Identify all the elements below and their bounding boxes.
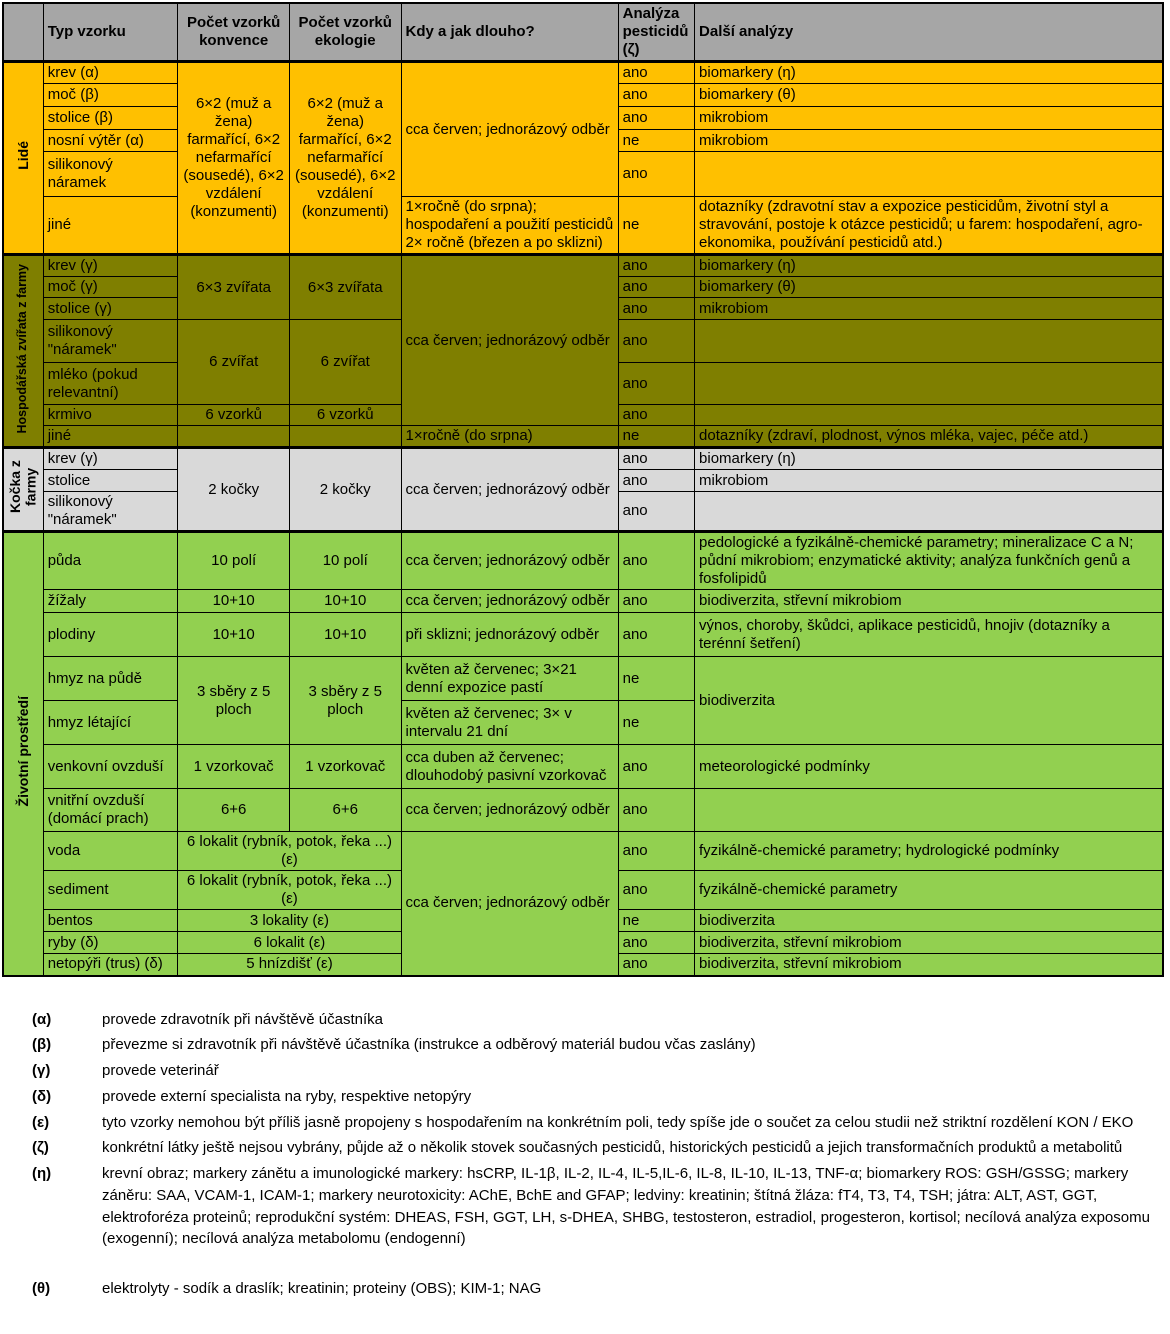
cell-pesticide-analysis: ano	[618, 448, 694, 470]
table-row	[3, 613, 1163, 657]
header-sample-type: Typ vzorku	[43, 3, 178, 62]
cell-count-organic: 6 vzorků	[289, 405, 401, 426]
header-corner	[3, 3, 43, 62]
cell-count-merged: 5 hnízdišť (ε)	[178, 954, 401, 976]
cell-sample-type: netopýři (trus) (δ)	[43, 954, 178, 976]
cell-sample-type: bentos	[43, 910, 178, 932]
cell-pesticide-analysis: ano	[618, 405, 694, 426]
cell-sample-type: silikonový náramek	[43, 152, 178, 197]
cell-other-analyses: mikrobiom	[695, 298, 1163, 320]
table-row	[3, 657, 1163, 701]
cell-other-analyses: dotazníky (zdraví, plodnost, výnos mléka, vajec, péče atd.)	[695, 426, 1163, 448]
footnote-text: převezme si zdravotník při návštěvě účastníka (instrukce a odběrový materiál budou včas zaslány)	[102, 1036, 756, 1054]
header-pesticide-analysis: Analýza pesticidů (ζ)	[618, 3, 694, 62]
cell-count-conventional: 6+6	[178, 789, 290, 832]
cell-pesticide-analysis: ne	[618, 657, 694, 701]
table-row	[3, 532, 1163, 590]
cell-count-organic: 6×3 zvířata	[289, 255, 401, 320]
cell-other-analyses: fyzikálně-chemické parametry	[695, 871, 1163, 910]
cell-other-analyses: dotazníky (zdravotní stav a expozice pesticidům, životní styl a stravování, postoje k otázce pesticidů; u farem: hospodaření, agro-ekonomika, používání pesticidů atd.)	[695, 197, 1163, 255]
cell-pesticide-analysis: ne	[618, 197, 694, 255]
cell-when: 1×ročně (do srpna); hospodaření a použití pesticidů 2× ročně (březen a po sklizni)	[401, 197, 618, 255]
cell-count-conventional: 10+10	[178, 613, 290, 657]
cell-pesticide-analysis: ano	[618, 320, 694, 363]
table-row	[3, 789, 1163, 832]
group-label-hospodarska-zvirata: Hospodářská zvířata z farmy	[3, 255, 43, 448]
cell-other-analyses: mikrobiom	[695, 470, 1163, 492]
cell-count-conventional: 6×2 (muž a žena) farmařící, 6×2 nefarmařící (sousedé), 6×2 vzdálení (konzumenti)	[178, 62, 290, 255]
table-row	[3, 745, 1163, 789]
footnote-symbol: (γ)	[32, 1062, 51, 1079]
cell-sample-type: krev (α)	[43, 62, 178, 84]
table-row	[3, 62, 1163, 84]
cell-pesticide-analysis: ne	[618, 701, 694, 745]
cell-count-organic: 10+10	[289, 590, 401, 613]
cell-sample-type: jiné	[43, 197, 178, 255]
table-row	[3, 832, 1163, 871]
cell-pesticide-analysis: ano	[618, 789, 694, 832]
cell-count-conventional: 1 vzorkovač	[178, 745, 290, 789]
cell-pesticide-analysis: ano	[618, 255, 694, 277]
cell-when: květen až červenec; 3×21 denní expozice pastí	[401, 657, 618, 701]
cell-count-organic: 6+6	[289, 789, 401, 832]
cell-pesticide-analysis: ne	[618, 130, 694, 152]
cell-pesticide-analysis: ano	[618, 492, 694, 532]
table-row	[3, 448, 1163, 470]
cell-pesticide-analysis: ano	[618, 590, 694, 613]
cell-sample-type: plodiny	[43, 613, 178, 657]
cell-sample-type: jiné	[43, 426, 178, 448]
cell-count-merged: 6 lokalit (rybník, potok, řeka ...) (ε)	[178, 871, 401, 910]
table-row	[3, 197, 1163, 255]
cell-pesticide-analysis: ano	[618, 298, 694, 320]
cell-count-conventional: 6 vzorků	[178, 405, 290, 426]
cell-other-analyses: meteorologické podmínky	[695, 745, 1163, 789]
cell-other-analyses: biodiverzita, střevní mikrobiom	[695, 954, 1163, 976]
cell-pesticide-analysis: ano	[618, 932, 694, 954]
footnote-symbol: (θ)	[32, 1280, 51, 1297]
cell-count-conventional: 3 sběry z 5 ploch	[178, 657, 290, 745]
cell-sample-type: venkovní ovzduší	[43, 745, 178, 789]
cell-sample-type: sediment	[43, 871, 178, 910]
cell-count-conventional: 10 polí	[178, 532, 290, 590]
footnote-symbol: (β)	[32, 1036, 52, 1054]
cell-sample-type: půda	[43, 532, 178, 590]
cell-pesticide-analysis: ano	[618, 84, 694, 107]
cell-pesticide-analysis: ano	[618, 107, 694, 130]
cell-other-analyses: biomarkery (η)	[695, 62, 1163, 84]
footnote-zeta	[2, 1137, 1168, 1159]
footnote-symbol: (α)	[32, 1010, 52, 1028]
cell-count-organic	[289, 426, 401, 448]
cell-count-organic: 1 vzorkovač	[289, 745, 401, 789]
footnote-text: provede veterinář	[102, 1062, 219, 1079]
cell-count-conventional: 2 kočky	[178, 448, 290, 532]
footnote-beta	[2, 1034, 1168, 1056]
cell-sample-type: voda	[43, 832, 178, 871]
cell-sample-type: mléko (pokud relevantní)	[43, 363, 178, 405]
footnote-symbol: (δ)	[32, 1087, 52, 1105]
cell-pesticide-analysis: ano	[618, 152, 694, 197]
cell-sample-type: nosní výtěr (α)	[43, 130, 178, 152]
cell-count-merged: 6 lokalit (rybník, potok, řeka ...) (ε)	[178, 832, 401, 871]
footnote-text: provede zdravotník při návštěvě účastníka	[102, 1010, 383, 1028]
table-row	[3, 590, 1163, 613]
cell-count-organic: 10 polí	[289, 532, 401, 590]
cell-other-analyses: pedologické a fyzikálně-chemické parametry; mineralizace C a N; půdní mikrobiom; enzymatické aktivity; analýza funkčních genů a fosfolipidů	[695, 532, 1163, 590]
table-header-row	[3, 3, 1163, 62]
cell-other-analyses: biomarkery (θ)	[695, 277, 1163, 298]
cell-sample-type: stolice (γ)	[43, 298, 178, 320]
footnote-delta	[2, 1086, 1168, 1108]
footnote-text: provede externí specialista na ryby, respektive netopýry	[102, 1087, 472, 1105]
cell-count-conventional	[178, 426, 290, 448]
cell-other-analyses: výnos, choroby, škůdci, aplikace pesticidů, hnojiv (dotazníky a terénní šetření)	[695, 613, 1163, 657]
cell-other-analyses: biomarkery (θ)	[695, 84, 1163, 107]
cell-count-conventional: 6 zvířat	[178, 320, 290, 405]
footnote-symbol: (ε)	[32, 1113, 50, 1131]
cell-count-merged: 3 lokality (ε)	[178, 910, 401, 932]
cell-other-analyses	[695, 492, 1163, 532]
cell-pesticide-analysis: ano	[618, 871, 694, 910]
cell-when: 1×ročně (do srpna)	[401, 426, 618, 448]
cell-pesticide-analysis: ano	[618, 745, 694, 789]
footnote-alpha	[2, 1009, 1168, 1031]
cell-other-analyses: biodiverzita, střevní mikrobiom	[695, 932, 1163, 954]
cell-when: cca červen; jednorázový odběr	[401, 448, 618, 532]
cell-when: při sklizni; jednorázový odběr	[401, 613, 618, 657]
cell-pesticide-analysis: ne	[618, 910, 694, 932]
cell-when: cca červen; jednorázový odběr	[401, 62, 618, 197]
footnote-text: konkrétní látky ještě nejsou vybrány, půjde až o několik stovek současných pesticidů, historických pesticidů a jejich transformačních produktů a metabolitů	[102, 1139, 1123, 1157]
cell-pesticide-analysis: ano	[618, 532, 694, 590]
cell-pesticide-analysis: ano	[618, 363, 694, 405]
cell-other-analyses: biomarkery (η)	[695, 448, 1163, 470]
cell-sample-type: ryby (δ)	[43, 932, 178, 954]
cell-count-organic: 10+10	[289, 613, 401, 657]
group-label-kocka: Kočka z farmy	[3, 448, 43, 532]
footnotes	[2, 1009, 1168, 1334]
header-count-conventional: Počet vzorků konvence	[178, 3, 290, 62]
cell-pesticide-analysis: ano	[618, 277, 694, 298]
cell-other-analyses	[695, 363, 1163, 405]
cell-count-organic: 3 sběry z 5 ploch	[289, 657, 401, 745]
cell-pesticide-analysis: ne	[618, 426, 694, 448]
cell-sample-type: hmyz létající	[43, 701, 178, 745]
cell-pesticide-analysis: ano	[618, 954, 694, 976]
cell-sample-type: moč (γ)	[43, 277, 178, 298]
sampling-plan-table	[2, 2, 1164, 977]
footnote-symbol: (η)	[32, 1165, 52, 1182]
cell-count-conventional: 10+10	[178, 590, 290, 613]
cell-other-analyses: fyzikálně-chemické parametry; hydrologické podmínky	[695, 832, 1163, 871]
cell-pesticide-analysis: ano	[618, 470, 694, 492]
cell-other-analyses: biodiverzita, střevní mikrobiom	[695, 590, 1163, 613]
cell-when: cca červen; jednorázový odběr	[401, 532, 618, 590]
cell-other-analyses: biodiverzita	[695, 657, 1163, 745]
header-count-organic: Počet vzorků ekologie	[289, 3, 401, 62]
cell-count-organic: 6 zvířat	[289, 320, 401, 405]
footnote-epsilon	[2, 1112, 1168, 1134]
group-label-lide: Lidé	[3, 62, 43, 255]
footnote-text: krevní obraz; markery zánětu a imunologické markery: hsCRP, IL-1β, IL-2, IL-4, IL-5,IL-6, IL-8, IL-10, IL-13, TNF-α; biomarkery ROS: GSH/GSSG; markery záněru: SAA, VCAM-1, ICAM-1; markery neurotoxicity: AChE, BchE and GFAP; ledviny: kreatinin; štítná žláza: fT4, T3, T4, TSH; játra: ALT, AST, GGT, elektroforéza proteinů; reprodukční systém: DHEAS, FSH, GGT, LH, s-DHEA, SHBG, testosteron, estradiol, progesteron, kortisol; necílová analýza exposomu (exogenní); necílová analýza metabolomu (endogenní)	[102, 1165, 1150, 1248]
cell-when: cca červen; jednorázový odběr	[401, 590, 618, 613]
cell-sample-type: hmyz na půdě	[43, 657, 178, 701]
cell-when: cca červen; jednorázový odběr	[401, 789, 618, 832]
cell-sample-type: stolice (β)	[43, 107, 178, 130]
cell-other-analyses: mikrobiom	[695, 130, 1163, 152]
footnote-theta	[2, 1278, 1168, 1300]
footnote-text: elektrolyty - sodík a draslík; kreatinin; proteiny (OBS); KIM-1; NAG	[102, 1280, 542, 1297]
cell-when: cca červen; jednorázový odběr	[401, 255, 618, 426]
header-other-analyses: Další analýzy	[695, 3, 1163, 62]
footnote-eta	[2, 1163, 1168, 1250]
cell-pesticide-analysis: ano	[618, 613, 694, 657]
cell-other-analyses: mikrobiom	[695, 107, 1163, 130]
cell-count-organic: 2 kočky	[289, 448, 401, 532]
cell-sample-type: silikonový "náramek"	[43, 492, 178, 532]
cell-sample-type: silikonový "náramek"	[43, 320, 178, 363]
cell-sample-type: krev (γ)	[43, 255, 178, 277]
cell-pesticide-analysis: ano	[618, 62, 694, 84]
cell-when: květen až červenec; 3× v intervalu 21 dní	[401, 701, 618, 745]
group-label-zivotni-prostredi: Životní prostředí	[3, 532, 43, 976]
cell-other-analyses	[695, 320, 1163, 363]
cell-count-organic: 6×2 (muž a žena) farmařící, 6×2 nefarmařící (sousedé), 6×2 vzdálení (konzumenti)	[289, 62, 401, 255]
cell-sample-type: vnitřní ovzduší (domácí prach)	[43, 789, 178, 832]
footnote-symbol: (ζ)	[32, 1139, 49, 1157]
cell-other-analyses	[695, 789, 1163, 832]
cell-sample-type: stolice	[43, 470, 178, 492]
cell-pesticide-analysis: ano	[618, 832, 694, 871]
header-when: Kdy a jak dlouho?	[401, 3, 618, 62]
table-row	[3, 426, 1163, 448]
cell-sample-type: krmivo	[43, 405, 178, 426]
cell-other-analyses: biodiverzita	[695, 910, 1163, 932]
cell-sample-type: krev (γ)	[43, 448, 178, 470]
cell-when: cca červen; jednorázový odběr	[401, 832, 618, 976]
footnote-gamma	[2, 1060, 1168, 1082]
cell-when: cca duben až červenec; dlouhodobý pasivní vzorkovač	[401, 745, 618, 789]
cell-other-analyses	[695, 152, 1163, 197]
table-row	[3, 255, 1163, 277]
cell-count-conventional: 6×3 zvířata	[178, 255, 290, 320]
cell-other-analyses: biomarkery (η)	[695, 255, 1163, 277]
cell-sample-type: žížaly	[43, 590, 178, 613]
cell-count-merged: 6 lokalit (ε)	[178, 932, 401, 954]
cell-sample-type: moč (β)	[43, 84, 178, 107]
cell-other-analyses	[695, 405, 1163, 426]
footnote-text: tyto vzorky nemohou být příliš jasně propojeny s hospodařením na konkrétním poli, tedy spíše jde o součet za celou studii než striktní rozdělení KON / EKO	[102, 1113, 1134, 1131]
